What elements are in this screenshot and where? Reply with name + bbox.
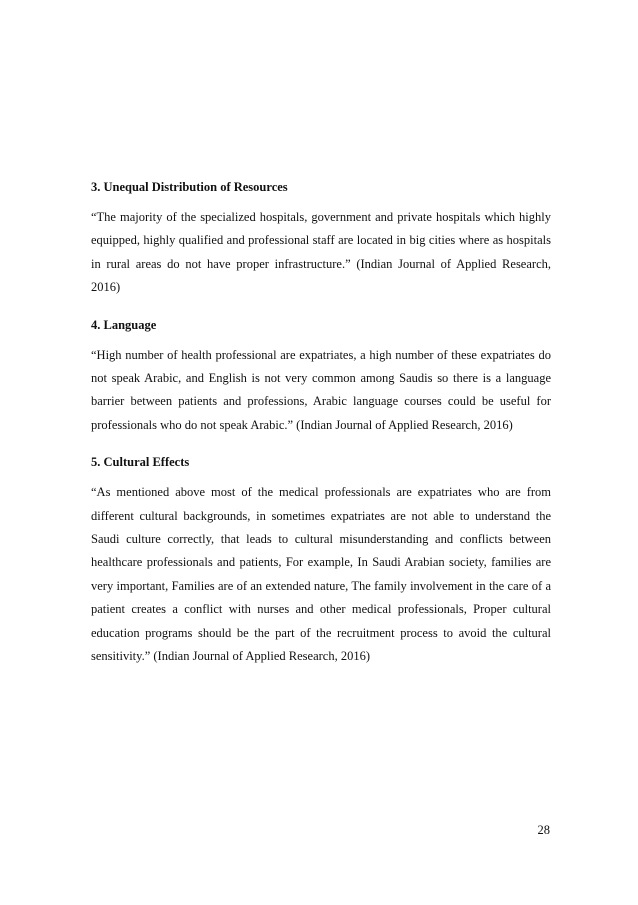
section-paragraph: “The majority of the specialized hospitals, government and private hospitals which highly equipped, highly qualified and professional staff are located in big cities where as hospitals in rural areas do not have proper infrastructure.” (Indian Journal of Applied Research, 2016) bbox=[91, 210, 551, 295]
section-cultural-effects bbox=[91, 453, 551, 668]
section-language bbox=[91, 316, 551, 438]
section-heading: 5. Cultural Effects bbox=[91, 455, 190, 470]
section-paragraph: “High number of health professional are expatriates, a high number of these expatriates do not speak Arabic, and English is not very common among Saudis so there is a language barrier between patients and professions, Arabic language courses could be useful for professionals who do not speak Arabic.” (Indian Journal of Applied Research, 2016) bbox=[91, 347, 551, 432]
section-heading: 4. Language bbox=[91, 317, 157, 332]
page-number: 28 bbox=[537, 823, 550, 837]
page-content bbox=[91, 178, 551, 685]
section-paragraph: “As mentioned above most of the medical professionals are expatriates who are from different cultural backgrounds, in sometimes expatriates are not able to understand the Saudi culture correctly, that leads to cultural misunderstanding and conflicts between healthcare professionals and patients, For example, In Saudi Arabian society, families are very important, Families are of an extended nature, The family involvement in the care of a patient creates a conflict with nurses and other medical professionals, Proper cultural education programs should be the part of the recruitment process to avoid the cultural sensitivity.” (Indian Journal of Applied Research, 2016) bbox=[91, 485, 551, 664]
section-heading: 3. Unequal Distribution of Resources bbox=[91, 180, 288, 194]
section-unequal-distribution bbox=[91, 178, 551, 300]
